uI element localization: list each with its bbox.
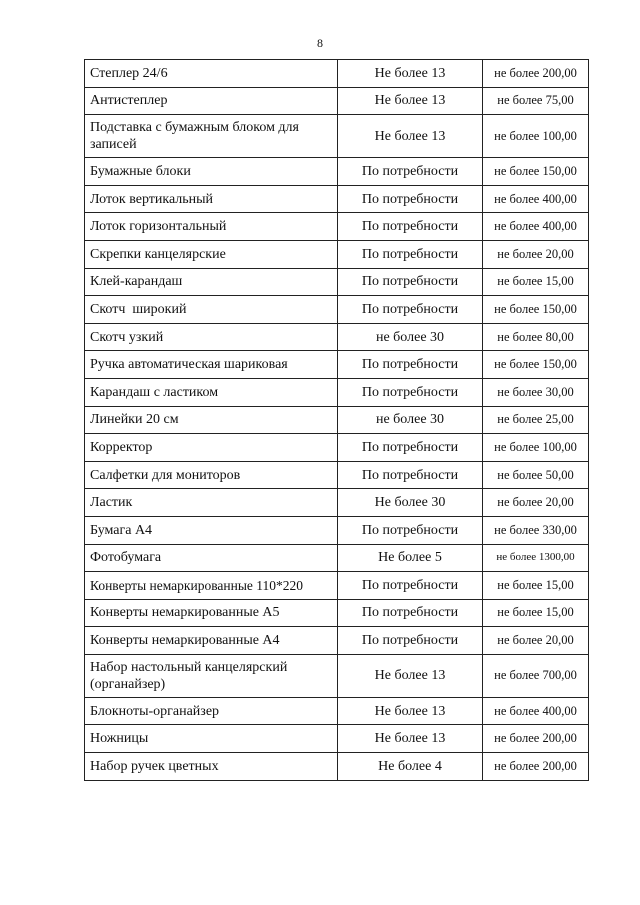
item-quantity-cell: Не более 4 bbox=[338, 753, 483, 781]
item-price-cell: не более 150,00 bbox=[483, 296, 589, 324]
item-quantity-cell: По потребности bbox=[338, 213, 483, 241]
item-quantity-cell: По потребности bbox=[338, 516, 483, 544]
table-row bbox=[85, 572, 589, 600]
item-name-cell: Конверты немаркированные А5 bbox=[85, 599, 338, 627]
item-quantity-cell: По потребности bbox=[338, 627, 483, 655]
item-quantity-cell: По потребности bbox=[338, 434, 483, 462]
item-price-cell: не более 700,00 bbox=[483, 654, 589, 697]
table-row bbox=[85, 461, 589, 489]
item-quantity-cell: Не более 30 bbox=[338, 489, 483, 517]
table-row bbox=[85, 406, 589, 434]
table-row bbox=[85, 351, 589, 379]
item-name-cell: Лоток вертикальный bbox=[85, 185, 338, 213]
item-name-cell: Салфетки для мониторов bbox=[85, 461, 338, 489]
item-price-cell: не более 330,00 bbox=[483, 516, 589, 544]
item-name-cell: Набор настольный канцелярский (органайзер) bbox=[85, 654, 338, 697]
item-price-cell: не более 200,00 bbox=[483, 753, 589, 781]
item-quantity-cell: не более 30 bbox=[338, 406, 483, 434]
table-row bbox=[85, 725, 589, 753]
table-row bbox=[85, 60, 589, 88]
item-price-cell: не более 1300,00 bbox=[483, 544, 589, 572]
item-quantity-cell: По потребности bbox=[338, 572, 483, 600]
item-price-cell: не более 100,00 bbox=[483, 434, 589, 462]
table-row bbox=[85, 115, 589, 158]
item-price-cell: не более 15,00 bbox=[483, 268, 589, 296]
supplies-table bbox=[84, 59, 589, 781]
table-row bbox=[85, 516, 589, 544]
item-quantity-cell: По потребности bbox=[338, 296, 483, 324]
item-quantity-cell: По потребности bbox=[338, 268, 483, 296]
item-name-cell: Набор ручек цветных bbox=[85, 753, 338, 781]
item-name-cell: Корректор bbox=[85, 434, 338, 462]
table-row bbox=[85, 489, 589, 517]
item-price-cell: не более 200,00 bbox=[483, 60, 589, 88]
item-price-cell: не более 400,00 bbox=[483, 185, 589, 213]
item-quantity-cell: Не более 13 bbox=[338, 115, 483, 158]
item-price-cell: не более 20,00 bbox=[483, 627, 589, 655]
item-price-cell: не более 150,00 bbox=[483, 351, 589, 379]
item-name-cell: Ручка автоматическая шариковая bbox=[85, 351, 338, 379]
item-price-cell: не более 200,00 bbox=[483, 725, 589, 753]
item-quantity-cell: По потребности bbox=[338, 378, 483, 406]
table-row bbox=[85, 213, 589, 241]
item-name-cell: Бумага А4 bbox=[85, 516, 338, 544]
item-name-cell: Блокноты-органайзер bbox=[85, 697, 338, 725]
item-name-cell: Скотч узкий bbox=[85, 323, 338, 351]
table-row bbox=[85, 753, 589, 781]
table-row bbox=[85, 434, 589, 462]
item-name-cell: Скрепки канцелярские bbox=[85, 240, 338, 268]
item-name-cell: Конверты немаркированные 110*220 bbox=[85, 572, 338, 600]
table-row bbox=[85, 296, 589, 324]
table-row bbox=[85, 268, 589, 296]
item-price-cell: не более 25,00 bbox=[483, 406, 589, 434]
supplies-table-body bbox=[85, 60, 589, 781]
item-price-cell: не более 15,00 bbox=[483, 599, 589, 627]
table-row bbox=[85, 599, 589, 627]
item-price-cell: не более 20,00 bbox=[483, 489, 589, 517]
table-row bbox=[85, 654, 589, 697]
item-name-cell: Клей-карандаш bbox=[85, 268, 338, 296]
item-quantity-cell: По потребности bbox=[338, 351, 483, 379]
item-price-cell: не более 80,00 bbox=[483, 323, 589, 351]
item-name-cell: Линейки 20 см bbox=[85, 406, 338, 434]
item-price-cell: не более 400,00 bbox=[483, 213, 589, 241]
item-name-cell: Подставка с бумажным блоком для записей bbox=[85, 115, 338, 158]
item-name-cell: Конверты немаркированные А4 bbox=[85, 627, 338, 655]
item-price-cell: не более 75,00 bbox=[483, 87, 589, 115]
item-name-cell: Бумажные блоки bbox=[85, 158, 338, 186]
item-quantity-cell: не более 30 bbox=[338, 323, 483, 351]
item-name-cell: Лоток горизонтальный bbox=[85, 213, 338, 241]
item-price-cell: не более 15,00 bbox=[483, 572, 589, 600]
item-quantity-cell: По потребности bbox=[338, 461, 483, 489]
item-quantity-cell: По потребности bbox=[338, 599, 483, 627]
page-number: 8 bbox=[317, 36, 323, 50]
item-price-cell: не более 20,00 bbox=[483, 240, 589, 268]
item-price-cell: не более 30,00 bbox=[483, 378, 589, 406]
item-quantity-cell: По потребности bbox=[338, 240, 483, 268]
table-row bbox=[85, 185, 589, 213]
item-name-cell: Степлер 24/6 bbox=[85, 60, 338, 88]
item-quantity-cell: Не более 13 bbox=[338, 87, 483, 115]
table-row bbox=[85, 240, 589, 268]
item-price-cell: не более 150,00 bbox=[483, 158, 589, 186]
item-name-cell: Скотч широкий bbox=[85, 296, 338, 324]
item-name-cell: Ножницы bbox=[85, 725, 338, 753]
table-row bbox=[85, 697, 589, 725]
item-quantity-cell: Не более 13 bbox=[338, 697, 483, 725]
item-price-cell: не более 100,00 bbox=[483, 115, 589, 158]
item-price-cell: не более 400,00 bbox=[483, 697, 589, 725]
item-quantity-cell: Не более 13 bbox=[338, 60, 483, 88]
table-row bbox=[85, 87, 589, 115]
table-row bbox=[85, 378, 589, 406]
item-name-cell: Ластик bbox=[85, 489, 338, 517]
item-name-cell: Карандаш с ластиком bbox=[85, 378, 338, 406]
table-row bbox=[85, 323, 589, 351]
item-quantity-cell: По потребности bbox=[338, 185, 483, 213]
table-row bbox=[85, 627, 589, 655]
item-quantity-cell: Не более 13 bbox=[338, 725, 483, 753]
item-name-cell: Фотобумага bbox=[85, 544, 338, 572]
item-quantity-cell: Не более 13 bbox=[338, 654, 483, 697]
table-row bbox=[85, 544, 589, 572]
item-quantity-cell: По потребности bbox=[338, 158, 483, 186]
item-price-cell: не более 50,00 bbox=[483, 461, 589, 489]
item-quantity-cell: Не более 5 bbox=[338, 544, 483, 572]
table-row bbox=[85, 158, 589, 186]
item-name-cell: Антистеплер bbox=[85, 87, 338, 115]
